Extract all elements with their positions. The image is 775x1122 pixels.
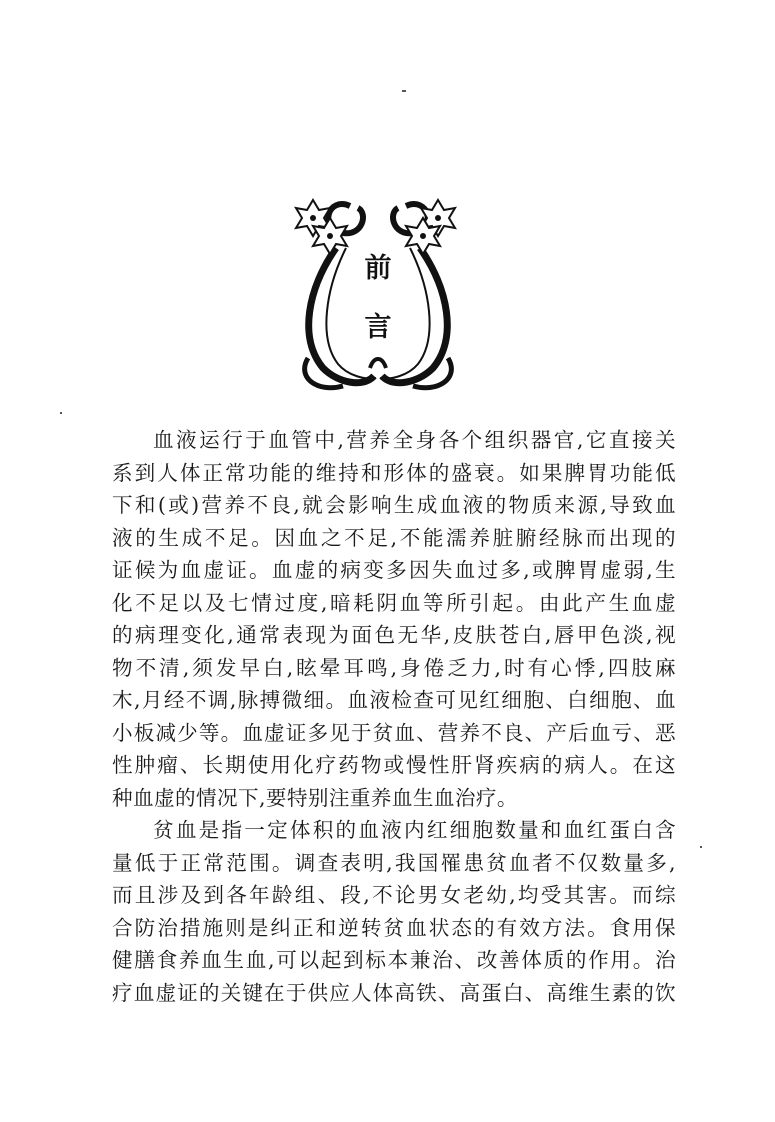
text-line: 血液运行于血管中,营养全身各个组织器官,它直接关 xyxy=(153,428,676,452)
scan-speck-top xyxy=(402,90,406,92)
text-line: 合防治措施则是纠正和逆转贫血状态的有效方法。食用保 xyxy=(112,915,676,940)
text-line: 小板减少等。血虚证多见于贫血、营养不良、产后血亏、恶 xyxy=(112,720,676,745)
heading-char-yan: 言 xyxy=(364,312,392,343)
text-line: 性肿瘤、长期使用化疗药物或慢性肝肾疾病的病人。在这 xyxy=(112,753,676,777)
text-line: 健膳食养血生血,可以起到标本兼治、改善体质的作用。治 xyxy=(112,948,676,972)
preface-body xyxy=(112,424,676,1009)
text-line: 疗血虚证的关键在于供应人体高铁、高蛋白、高维生素的饮 xyxy=(112,980,676,1005)
scan-speck-right xyxy=(700,846,702,848)
text-line: 而且涉及到各年龄组、段,不论男女老幼,均受其害。而综 xyxy=(112,883,676,907)
text-line: 下和(或)营养不良,就会影响生成血液的物质来源,导致血 xyxy=(112,493,676,517)
text-line: 液的生成不足。因血之不足,不能濡养脏腑经脉而出现的 xyxy=(112,525,676,550)
text-line: 贫血是指一定体积的血液内红细胞数量和血红蛋白含 xyxy=(153,818,676,842)
text-line: 种血虚的情况下,要特别注重养血生血治疗。 xyxy=(112,785,518,810)
text-line: 的病理变化,通常表现为面色无华,皮肤苍白,唇甲色淡,视 xyxy=(112,623,676,647)
floral-frame-icon xyxy=(288,188,468,393)
text-line: 物不清,须发早白,眩晕耳鸣,身倦乏力,时有心悸,四肢麻 xyxy=(112,655,676,680)
paragraph-2 xyxy=(112,814,676,1009)
text-line: 系到人体正常功能的维持和形体的盛衰。如果脾胃功能低 xyxy=(112,460,676,485)
text-line: 木,月经不调,脉搏微细。血液检查可见红细胞、白细胞、血 xyxy=(112,688,676,712)
text-line: 化不足以及七情过度,暗耗阴血等所引起。由此产生血虚 xyxy=(112,590,676,615)
paragraph-1 xyxy=(112,424,676,814)
decorative-frame-ornament xyxy=(288,188,468,393)
text-line: 证候为血虚证。血虚的病变多因失血过多,或脾胃虚弱,生 xyxy=(112,558,676,582)
text-line: 量低于正常范围。调查表明,我国罹患贫血者不仅数量多, xyxy=(112,850,676,875)
scan-speck-left xyxy=(60,412,62,414)
heading-char-qian: 前 xyxy=(364,253,392,284)
